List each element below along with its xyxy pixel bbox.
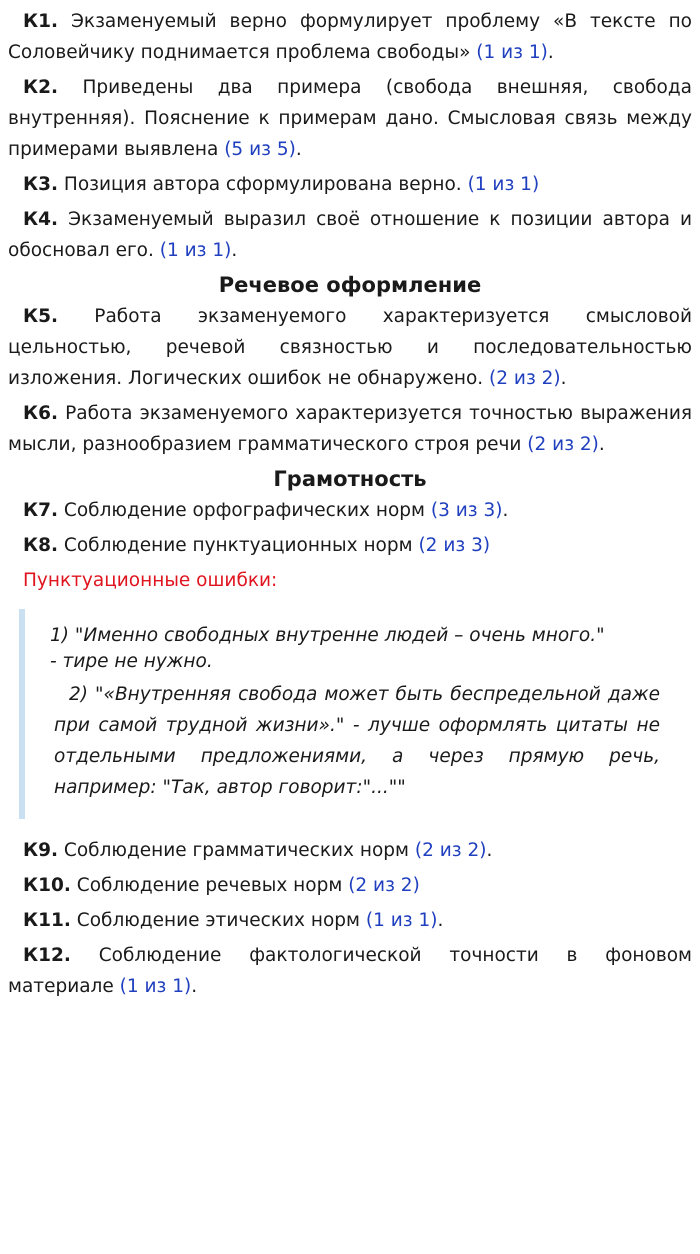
criterion-end: . [598, 434, 605, 455]
criterion-text: Соблюдение орфографических норм [63, 500, 425, 521]
criterion-k12 [8, 940, 692, 1002]
criterion-score: (1 из 1) [467, 174, 540, 195]
criterion-k1 [8, 6, 692, 68]
criterion-code: К5. [23, 306, 59, 327]
criterion-text: Экзаменуемый выразил своё отношение к позиции автора и обосновал его. [8, 209, 692, 261]
criterion-text: Приведены два примера (свобода внешняя, свобода внутренняя). Пояснение к примерам дано. Смысловая связь между примерами выявлена [8, 77, 692, 160]
criterion-code: К2. [23, 77, 59, 98]
criterion-end: . [486, 840, 493, 861]
criterion-k3 [8, 169, 692, 200]
criterion-text: Работа экзаменуемого характеризуется точностью выражения мысли, разнообразием грамматического строя речи [8, 403, 692, 455]
criterion-score: (1 из 1) [476, 42, 548, 63]
criterion-score: (2 из 2) [414, 840, 487, 861]
criterion-k6 [8, 398, 692, 460]
criterion-score: (2 из 2) [489, 368, 561, 389]
section-title-speech: Речевое оформление [218, 273, 482, 297]
criterion-end: . [560, 368, 567, 389]
criterion-score: (2 из 3) [418, 535, 491, 556]
criterion-code: К10. [23, 875, 71, 896]
criterion-text: Соблюдение этических норм [76, 910, 360, 931]
error-item-1 [50, 623, 660, 675]
criterion-end: . [437, 910, 444, 931]
criterion-code: К7. [23, 500, 59, 521]
error-1-line-1: 1) "Именно свободных внутренне людей – очень много." [50, 625, 605, 646]
criterion-text: Соблюдение фактологической точности в фоновом материале [8, 945, 692, 997]
criterion-code: К11. [23, 910, 71, 931]
criterion-score: (1 из 1) [119, 976, 192, 997]
criterion-text: Соблюдение речевых норм [76, 875, 343, 896]
criterion-score: (5 из 5) [224, 139, 296, 160]
criterion-k2 [8, 72, 692, 165]
criterion-code: К3. [23, 174, 59, 195]
criterion-score: (1 из 1) [159, 240, 232, 261]
criterion-code: К6. [23, 403, 59, 424]
criterion-k5 [8, 301, 692, 394]
criterion-end: . [295, 139, 302, 160]
criterion-k7 [8, 495, 692, 526]
criterion-score: (3 из 3) [430, 500, 503, 521]
criterion-score: (2 из 2) [348, 875, 420, 896]
error-1-line-2: - тире не нужно. [50, 651, 213, 672]
criterion-code: К9. [23, 840, 59, 861]
criterion-code: К1. [23, 11, 59, 32]
criterion-end: . [231, 240, 238, 261]
errors-blockquote [19, 609, 660, 819]
error-item-2: 2) "«Внутренняя свобода может быть беспредельной даже при самой трудной жизни»." - лучше оформлять цитаты не отдельными предложениями, а через прямую речь, например: "Так, автор говорит:"..."" [54, 684, 660, 798]
criterion-k10 [8, 870, 692, 901]
criterion-text: Экзаменуемый верно формулирует проблему «В тексте по Соловейчику поднимается проблема свободы» [8, 11, 692, 63]
criterion-text: Соблюдение пунктуационных норм [63, 535, 413, 556]
criterion-code: К12. [23, 945, 71, 966]
criterion-text: Соблюдение грамматических норм [63, 840, 409, 861]
criterion-score: (1 из 1) [365, 910, 438, 931]
criterion-end: . [191, 976, 198, 997]
criterion-k9 [8, 835, 692, 866]
criterion-end: . [547, 42, 554, 63]
criterion-k11 [8, 905, 692, 936]
criterion-k4 [8, 204, 692, 266]
criterion-code: К8. [23, 535, 59, 556]
criterion-text: Позиция автора сформулирована верно. [63, 174, 462, 195]
criterion-end: . [502, 500, 509, 521]
criterion-score: (2 из 2) [527, 434, 599, 455]
criterion-text: Работа экзаменуемого характеризуется смысловой цельностью, речевой связностью и последовательностью изложения. Логических ошибок не обнаружено. [8, 306, 692, 389]
criterion-k8 [8, 530, 692, 561]
section-title-literacy: Грамотность [273, 467, 427, 491]
criterion-code: К4. [23, 209, 59, 230]
punctuation-errors-title: Пунктуационные ошибки: [23, 570, 278, 591]
